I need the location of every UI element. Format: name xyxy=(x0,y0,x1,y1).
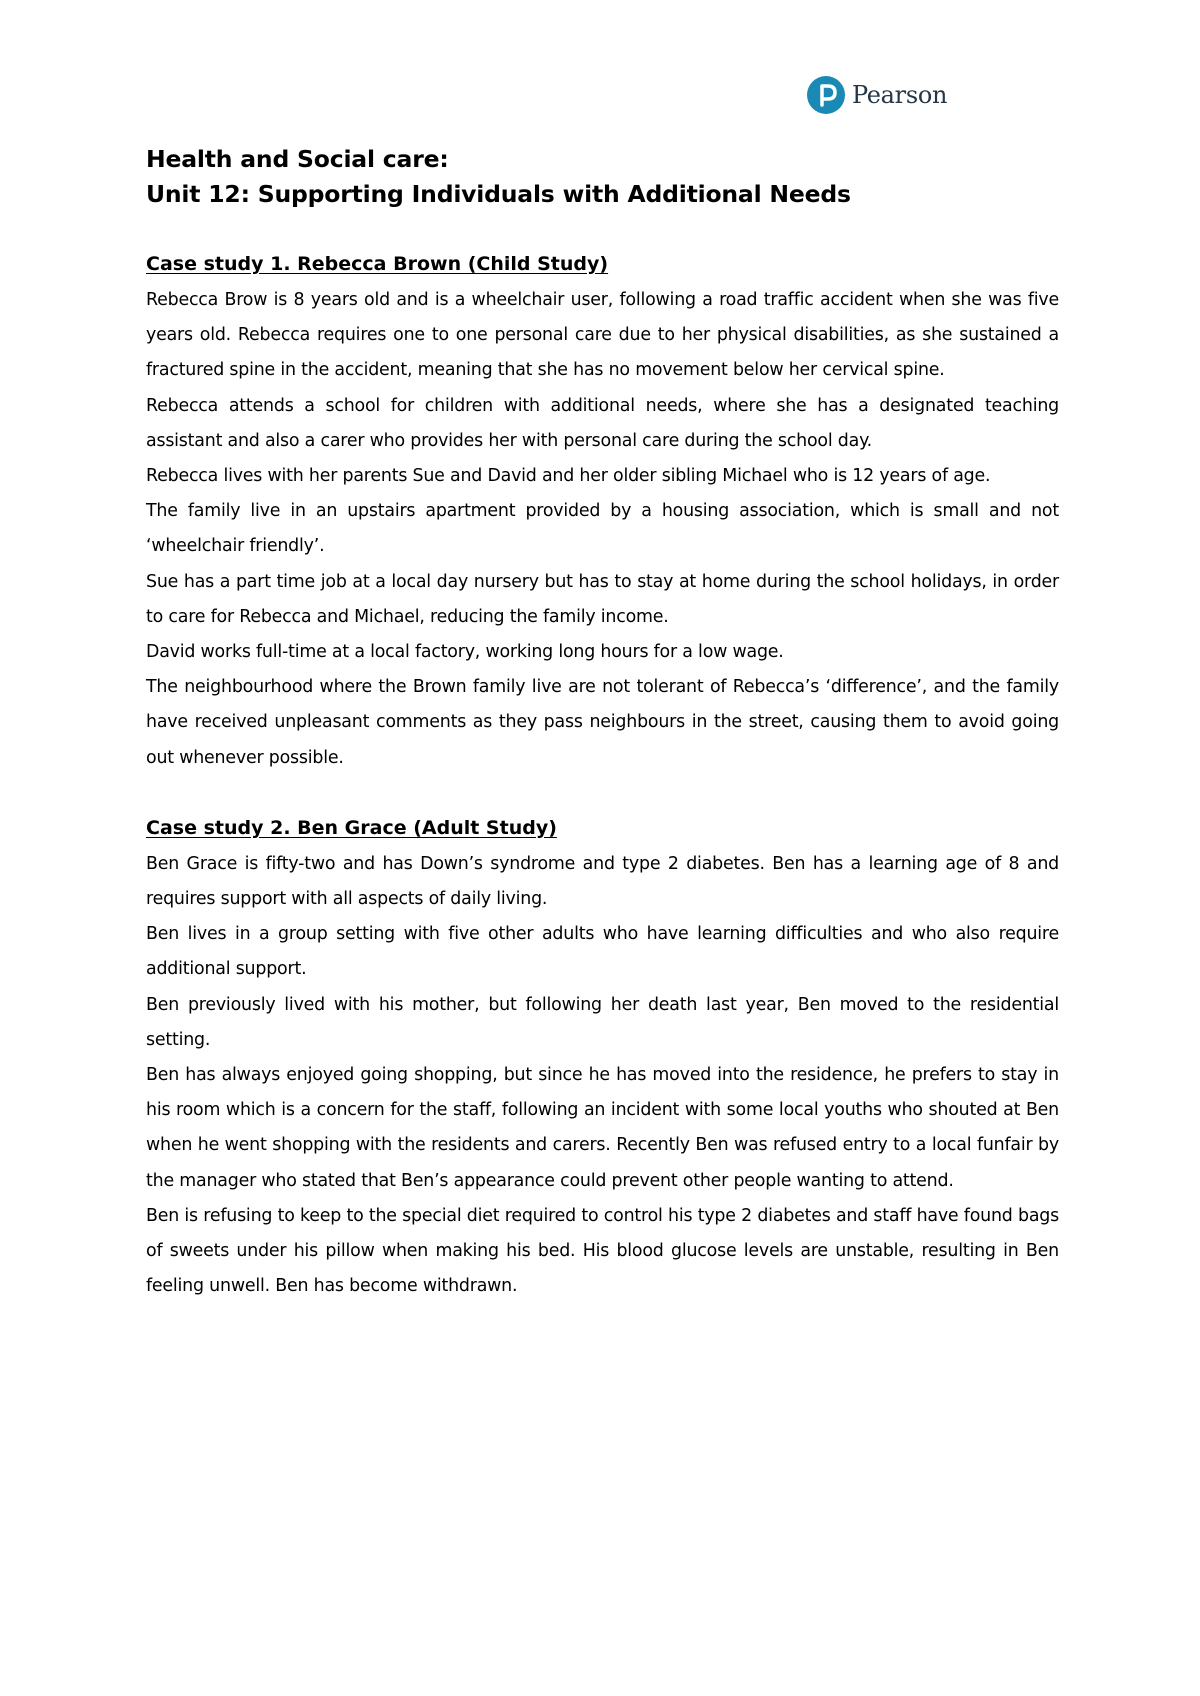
title-line-1: Health and Social care: xyxy=(146,145,449,173)
pearson-logo-icon xyxy=(806,75,846,115)
case-study-1-paragraph: David works full-time at a local factory, working long hours for a low wage. xyxy=(146,642,784,663)
pearson-logo-text: Pearson xyxy=(852,81,948,109)
case-study-2-paragraph: Ben is refusing to keep to the special diet required to control his type 2 diabetes and staff have found bags of sweets under his pillow when making his bed. His blood glucose levels are unstable, resulting in Ben feeling unwell. Ben has become withdrawn. xyxy=(146,1205,1059,1297)
document-title xyxy=(146,142,1059,212)
title-line-2: Unit 12: Supporting Individuals with Additional Needs xyxy=(146,180,851,208)
case-study-2-paragraph: Ben Grace is fifty-two and has Down’s syndrome and type 2 diabetes. Ben has a learning age of 8 and requires support with all aspects of daily living. xyxy=(146,853,1059,910)
case-study-1-paragraph: Rebecca lives with her parents Sue and David and her older sibling Michael who is 12 years of age. xyxy=(146,466,991,487)
case-study-2-section xyxy=(146,814,1059,1305)
document-body xyxy=(146,142,1059,1304)
case-study-2-body xyxy=(146,847,1059,1305)
case-study-2-paragraph: Ben has always enjoyed going shopping, but since he has moved into the residence, he prefers to stay in his room which is a concern for the staff, following an incident with some local youths who shouted at Ben when he went shopping with the residents and carers. Recently Ben was refused entry to a local funfair by the manager who stated that Ben’s appearance could prevent other people wanting to attend. xyxy=(146,1065,1059,1191)
case-study-2-heading: Case study 2. Ben Grace (Adult Study) xyxy=(146,816,557,839)
case-study-1-section xyxy=(146,250,1059,776)
case-study-2-paragraph: Ben previously lived with his mother, but following her death last year, Ben moved to the residential setting. xyxy=(146,994,1059,1050)
case-study-1-paragraph: Sue has a part time job at a local day nursery but has to stay at home during the school holidays, in order to care for Rebecca and Michael, reducing the family income. xyxy=(146,571,1059,627)
case-study-2-paragraph: Ben lives in a group setting with five other adults who have learning difficulties and who also require additional support. xyxy=(146,924,1059,980)
case-study-1-paragraph: Rebecca attends a school for children with additional needs, where she has a designated teaching assistant and also a carer who provides her with personal care during the school day. xyxy=(146,395,1059,451)
case-study-1-paragraph: Rebecca Brow is 8 years old and is a wheelchair user, following a road traffic accident when she was five years old. Rebecca requires one to one personal care due to her physical disabilities, as she sustained a fractured spine in the accident, meaning that she has no movement below her cervical spine. xyxy=(146,290,1059,381)
pearson-logo xyxy=(806,72,947,118)
case-study-1-body xyxy=(146,283,1059,776)
case-study-1-heading: Case study 1. Rebecca Brown (Child Study) xyxy=(146,253,609,275)
case-study-1-paragraph: The neighbourhood where the Brown family live are not tolerant of Rebecca’s ‘difference’, and the family have received unpleasant comments as they pass neighbours in the street, causing them to avoid going out whenever possible. xyxy=(146,677,1059,768)
case-study-1-paragraph: The family live in an upstairs apartment provided by a housing association, which is small and not ‘wheelchair friendly’. xyxy=(146,501,1059,557)
